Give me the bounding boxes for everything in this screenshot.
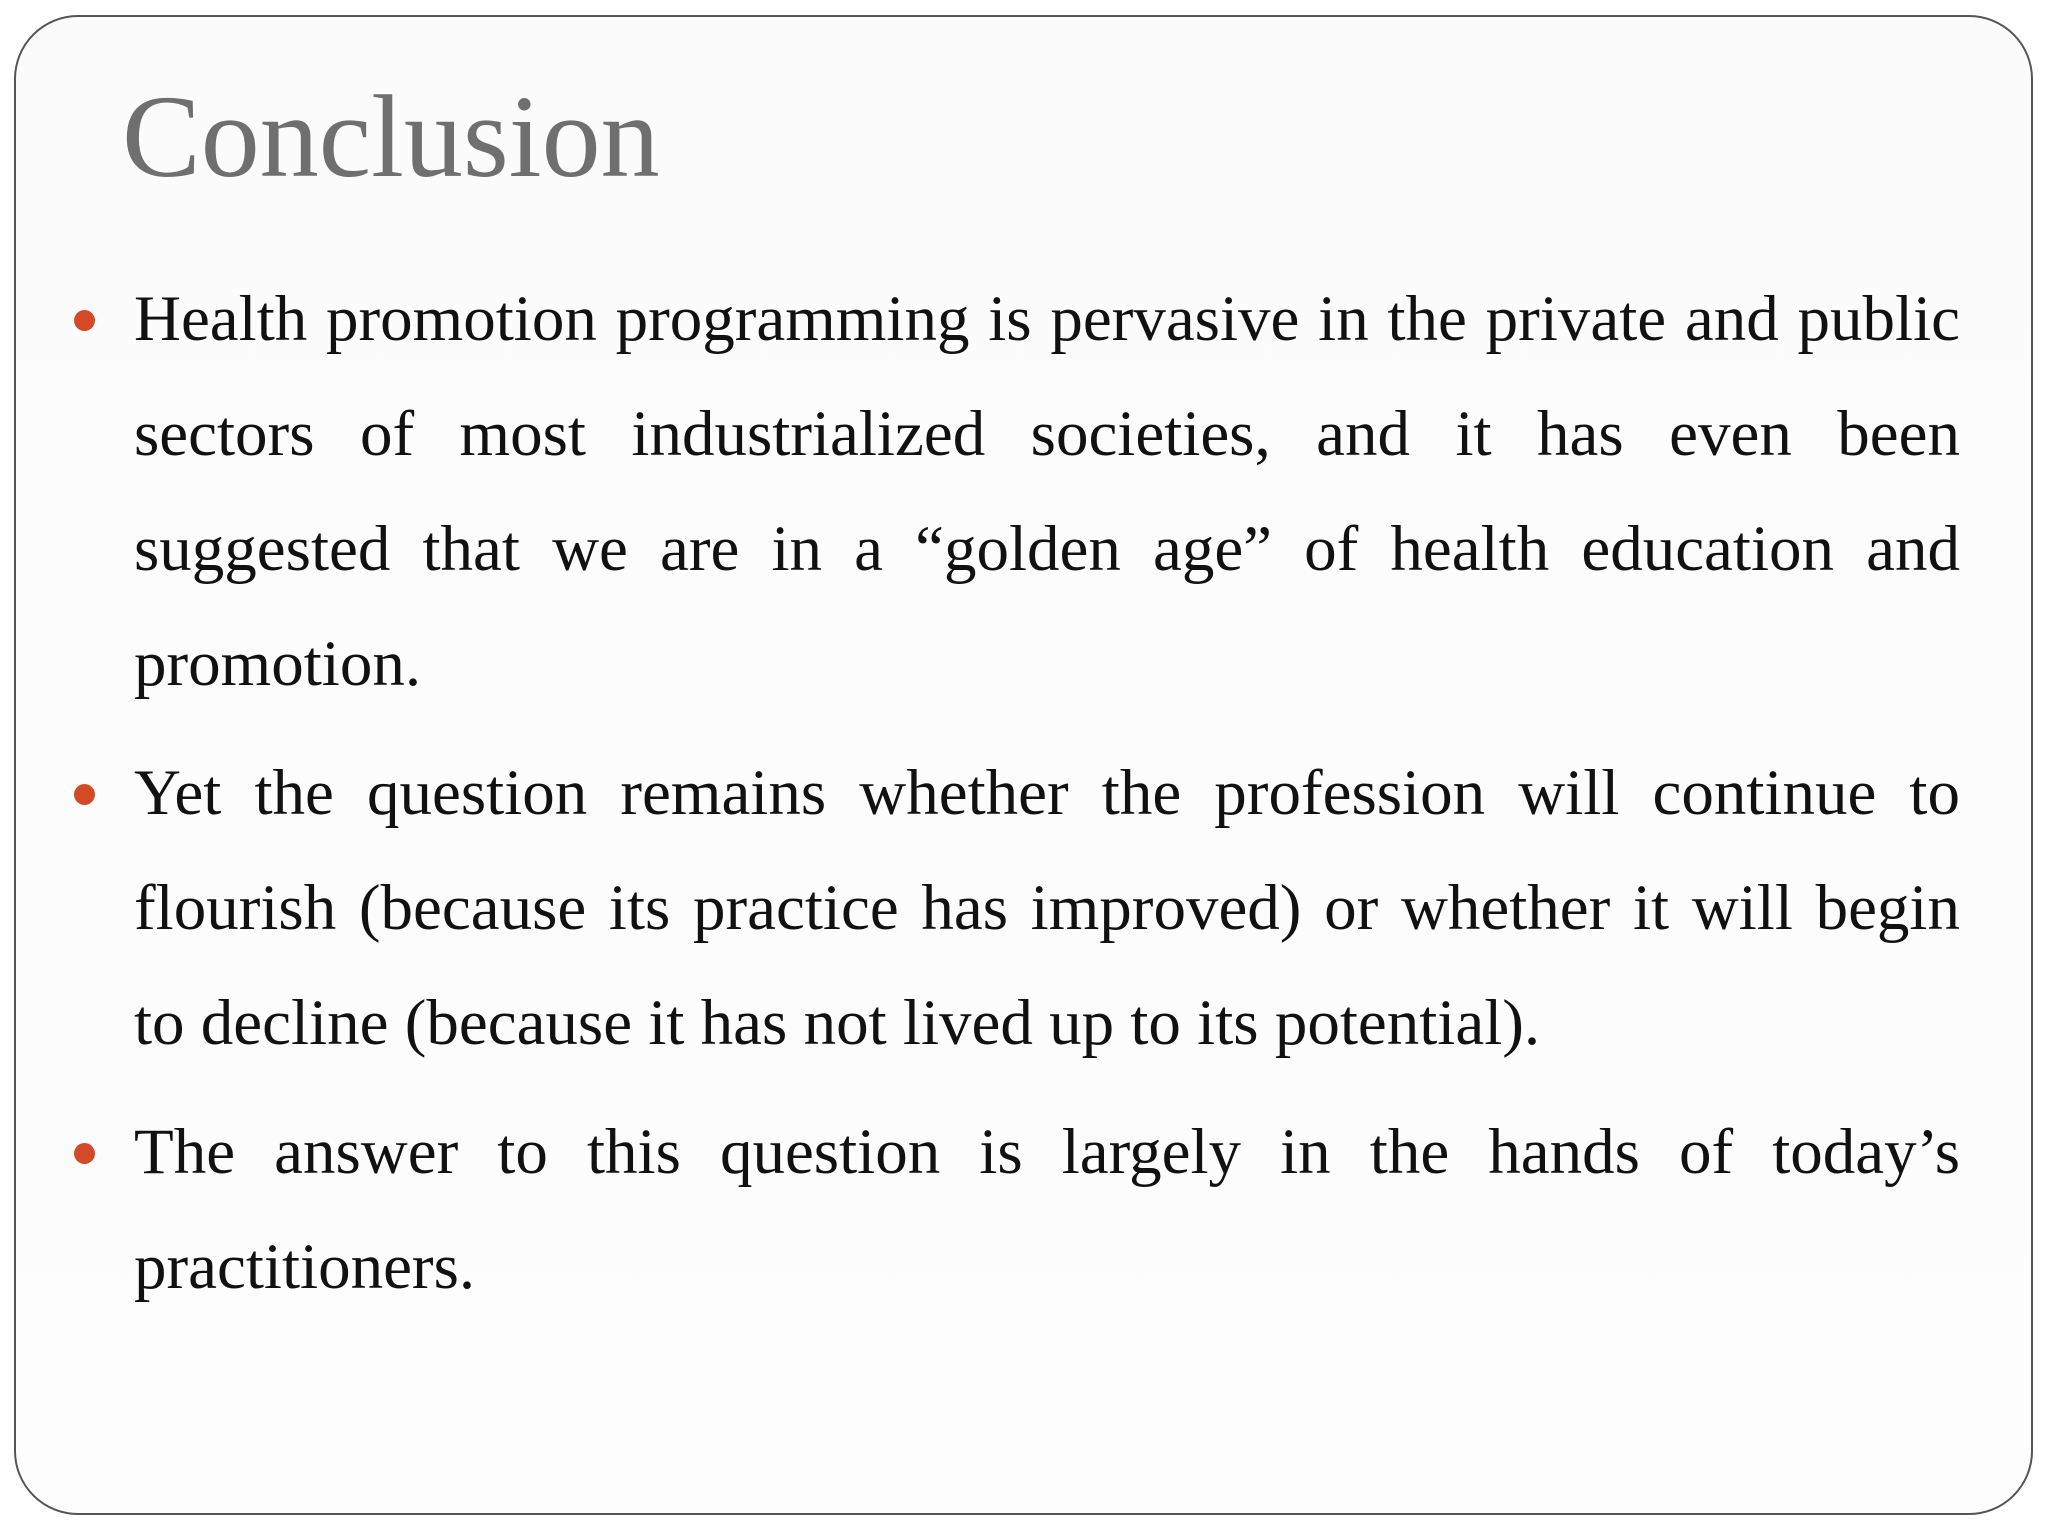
bullet-item — [70, 1095, 1960, 1325]
bullet-dot-icon — [74, 1143, 95, 1164]
bullet-item — [70, 736, 1960, 1081]
bullet-text: Health promotion programming is pervasive in the private and public sectors of most industrialized societies, and it has even been suggested that we are in a “golden age” of health education and promotion. — [134, 283, 1960, 700]
slide-title: Conclusion — [122, 71, 660, 202]
bullet-dot-icon — [74, 310, 95, 331]
bullet-text: The answer to this question is largely in the hands of today’s practitioners. — [134, 1116, 1960, 1303]
bullet-text: Yet the question remains whether the profession will continue to flourish (because its practice has improved) or whether it will begin to decline (because it has not lived up to its potential). — [134, 757, 1960, 1059]
bullet-item — [70, 262, 1960, 722]
bullet-list — [70, 262, 1960, 1339]
bullet-dot-icon — [74, 784, 95, 805]
